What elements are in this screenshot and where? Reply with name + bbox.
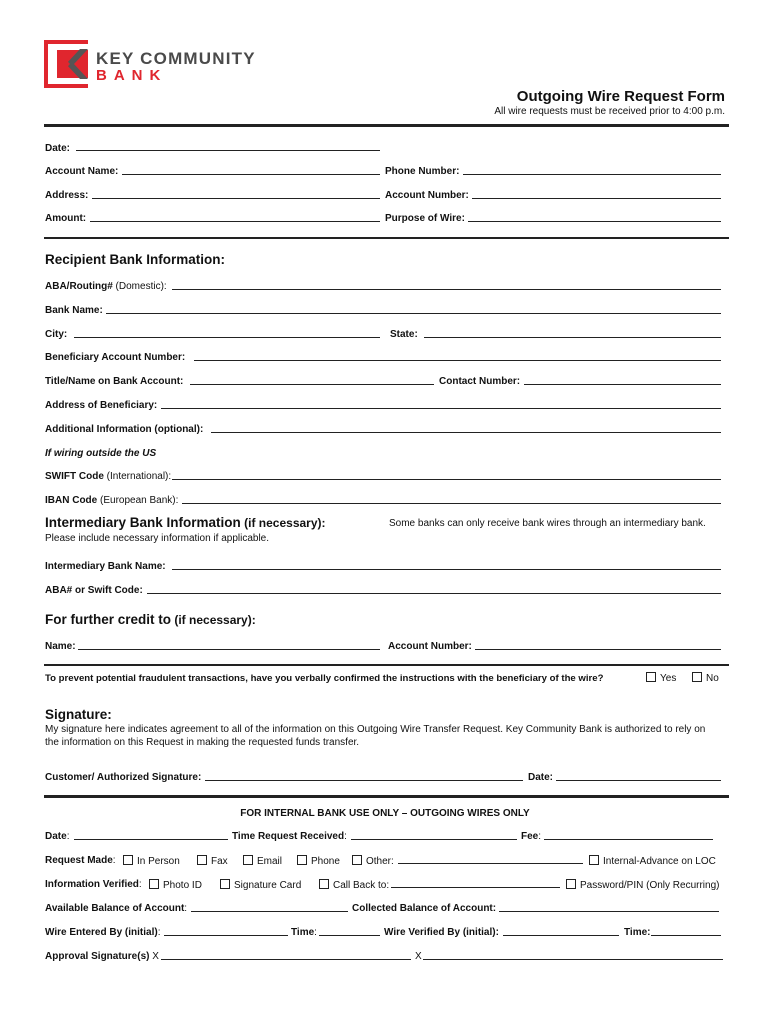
approval-x-2: X xyxy=(415,951,422,962)
iban-field[interactable] xyxy=(182,503,721,504)
swift-field[interactable] xyxy=(172,479,721,480)
customer-signature-label: Customer/ Authorized Signature: xyxy=(45,772,202,783)
available-balance-field[interactable] xyxy=(191,911,348,912)
entered-time-label: Time: xyxy=(291,927,317,938)
iban-label: IBAN Code (European Bank): xyxy=(45,495,179,506)
signature-card-checkbox[interactable]: Signature Card xyxy=(220,879,301,891)
fax-box xyxy=(197,855,207,865)
wire-verified-field[interactable] xyxy=(503,935,619,936)
verified-time-field[interactable] xyxy=(651,935,721,936)
no-checkbox[interactable]: No xyxy=(692,672,719,684)
state-label: State: xyxy=(390,329,418,340)
intermediary-note-2: Please include necessary information if applicable. xyxy=(45,533,270,544)
additional-info-field[interactable] xyxy=(211,432,721,433)
wire-entered-label: Wire Entered By (initial): xyxy=(45,927,161,938)
call-back-field[interactable] xyxy=(391,887,560,888)
other-box xyxy=(352,855,362,865)
beneficiary-account-field[interactable] xyxy=(194,360,721,361)
intermediary-bank-name-field[interactable] xyxy=(172,569,721,570)
internal-advance-box xyxy=(589,855,599,865)
internal-date-label: Date: xyxy=(45,831,70,842)
fc-name-field[interactable] xyxy=(78,649,380,650)
internal-advance-checkbox[interactable]: Internal-Advance on LOC xyxy=(589,855,716,867)
verified-time-label: Time: xyxy=(624,927,651,938)
amount-field[interactable] xyxy=(90,221,380,222)
fc-name-label: Name: xyxy=(45,641,76,652)
password-pin-box xyxy=(566,879,576,889)
amount-label: Amount: xyxy=(45,213,87,224)
city-field[interactable] xyxy=(74,337,380,338)
account-name-field[interactable] xyxy=(122,174,380,175)
beneficiary-account-label: Beneficiary Account Number: xyxy=(45,352,186,363)
title-name-label: Title/Name on Bank Account: xyxy=(45,376,184,387)
photo-id-checkbox[interactable]: Photo ID xyxy=(149,879,202,891)
approval-signature-field-2[interactable] xyxy=(423,959,723,960)
date-label: Date: xyxy=(45,143,71,154)
approval-signature-field-1[interactable] xyxy=(161,959,411,960)
signature-date-field[interactable] xyxy=(556,780,721,781)
bank-name-sub: BANK xyxy=(96,67,168,84)
fax-checkbox[interactable]: Fax xyxy=(197,855,228,867)
available-balance-label: Available Balance of Account: xyxy=(45,903,188,914)
city-label: City: xyxy=(45,329,68,340)
internal-date-field[interactable] xyxy=(74,839,228,840)
address-field[interactable] xyxy=(92,198,380,199)
wire-entered-field[interactable] xyxy=(164,935,288,936)
other-field[interactable] xyxy=(398,863,583,864)
address-beneficiary-label: Address of Beneficiary: xyxy=(45,400,158,411)
in-person-checkbox[interactable]: In Person xyxy=(123,855,180,867)
state-field[interactable] xyxy=(424,337,721,338)
yes-checkbox-box xyxy=(646,672,656,682)
time-received-field[interactable] xyxy=(351,839,517,840)
title-name-field[interactable] xyxy=(190,384,434,385)
intermediary-bank-name-label: Intermediary Bank Name: xyxy=(45,561,166,572)
recipient-bank-name-field[interactable] xyxy=(106,313,721,314)
collected-balance-field[interactable] xyxy=(499,911,719,912)
date-field[interactable] xyxy=(76,150,380,151)
signature-heading: Signature: xyxy=(45,707,112,722)
phone-checkbox[interactable]: Phone xyxy=(297,855,340,867)
other-checkbox[interactable]: Other: xyxy=(352,855,394,867)
aba-label: ABA/Routing# (Domestic): xyxy=(45,281,167,292)
bank-logo-icon xyxy=(44,40,88,88)
fc-account-number-label: Account Number: xyxy=(388,641,472,652)
email-checkbox[interactable]: Email xyxy=(243,855,282,867)
phone-number-label: Phone Number: xyxy=(385,166,460,177)
customer-divider xyxy=(44,237,729,239)
account-number-field[interactable] xyxy=(472,198,721,199)
intermediary-note: Some banks can only receive bank wires through an intermediary bank. xyxy=(389,518,706,529)
in-person-box xyxy=(123,855,133,865)
collected-balance-label: Collected Balance of Account: xyxy=(352,903,497,914)
photo-id-box xyxy=(149,879,159,889)
aba-field[interactable] xyxy=(172,289,721,290)
address-label: Address: xyxy=(45,190,89,201)
wire-verified-label: Wire Verified By (initial): xyxy=(384,927,499,938)
account-name-label: Account Name: xyxy=(45,166,119,177)
signature-card-box xyxy=(220,879,230,889)
purpose-field[interactable] xyxy=(468,221,721,222)
fc-account-number-field[interactable] xyxy=(475,649,721,650)
time-received-label: Time Request Received: xyxy=(232,831,347,842)
approval-signature-label: Approval Signature(s) X xyxy=(45,951,159,962)
header-divider xyxy=(44,124,729,127)
call-back-box xyxy=(319,879,329,889)
account-number-label: Account Number: xyxy=(385,190,469,201)
phone-box xyxy=(297,855,307,865)
yes-checkbox[interactable]: Yes xyxy=(646,672,676,684)
email-box xyxy=(243,855,253,865)
purpose-label: Purpose of Wire: xyxy=(385,213,465,224)
swift-label: SWIFT Code (International): xyxy=(45,471,172,482)
fee-field[interactable] xyxy=(544,839,713,840)
signature-text-2: the information on this Request in making the requested funds transfer. xyxy=(45,737,360,748)
confirmation-question: To prevent potential fraudulent transactions, have you verbally confirmed the instructions with the beneficiary of the wire? xyxy=(45,673,604,684)
form-title: Outgoing Wire Request Form xyxy=(516,88,725,105)
entered-time-field[interactable] xyxy=(319,935,380,936)
aba-swift-field[interactable] xyxy=(147,593,721,594)
contact-number-field[interactable] xyxy=(524,384,721,385)
call-back-checkbox[interactable]: Call Back to: xyxy=(319,879,389,891)
info-verified-label: Information Verified: xyxy=(45,879,142,890)
outside-us-note: If wiring outside the US xyxy=(45,448,157,459)
internal-heading: FOR INTERNAL BANK USE ONLY – OUTGOING WIRES ONLY xyxy=(240,808,530,819)
customer-signature-field[interactable] xyxy=(205,780,523,781)
signature-text-1: My signature here indicates agreement to all of the information on this Outgoing Wire Transfer Request. Key Community Bank is authorized to rely on xyxy=(45,724,706,735)
request-made-label: Request Made: xyxy=(45,855,116,866)
password-pin-checkbox[interactable]: Password/PIN (Only Recurring) xyxy=(566,879,719,891)
aba-swift-label: ABA# or Swift Code: xyxy=(45,585,143,596)
recipient-bank-name-label: Bank Name: xyxy=(45,305,103,316)
phone-number-field[interactable] xyxy=(463,174,721,175)
address-beneficiary-field[interactable] xyxy=(161,408,721,409)
contact-number-label: Contact Number: xyxy=(439,376,521,387)
additional-info-label: Additional Information (optional): xyxy=(45,424,204,435)
no-checkbox-box xyxy=(692,672,702,682)
recipient-heading: Recipient Bank Information: xyxy=(45,252,226,267)
further-credit-heading: For further credit to (if necessary): xyxy=(45,612,256,627)
form-subtitle: All wire requests must be received prior to 4:00 p.m. xyxy=(494,106,725,117)
signature-divider xyxy=(44,795,729,798)
signature-date-label: Date: xyxy=(528,772,554,783)
credit-divider xyxy=(44,664,729,666)
fee-label: Fee: xyxy=(521,831,542,842)
intermediary-heading: Intermediary Bank Information (if necessary): xyxy=(45,515,326,530)
bank-name: KEY COMMUNITY xyxy=(96,49,256,68)
